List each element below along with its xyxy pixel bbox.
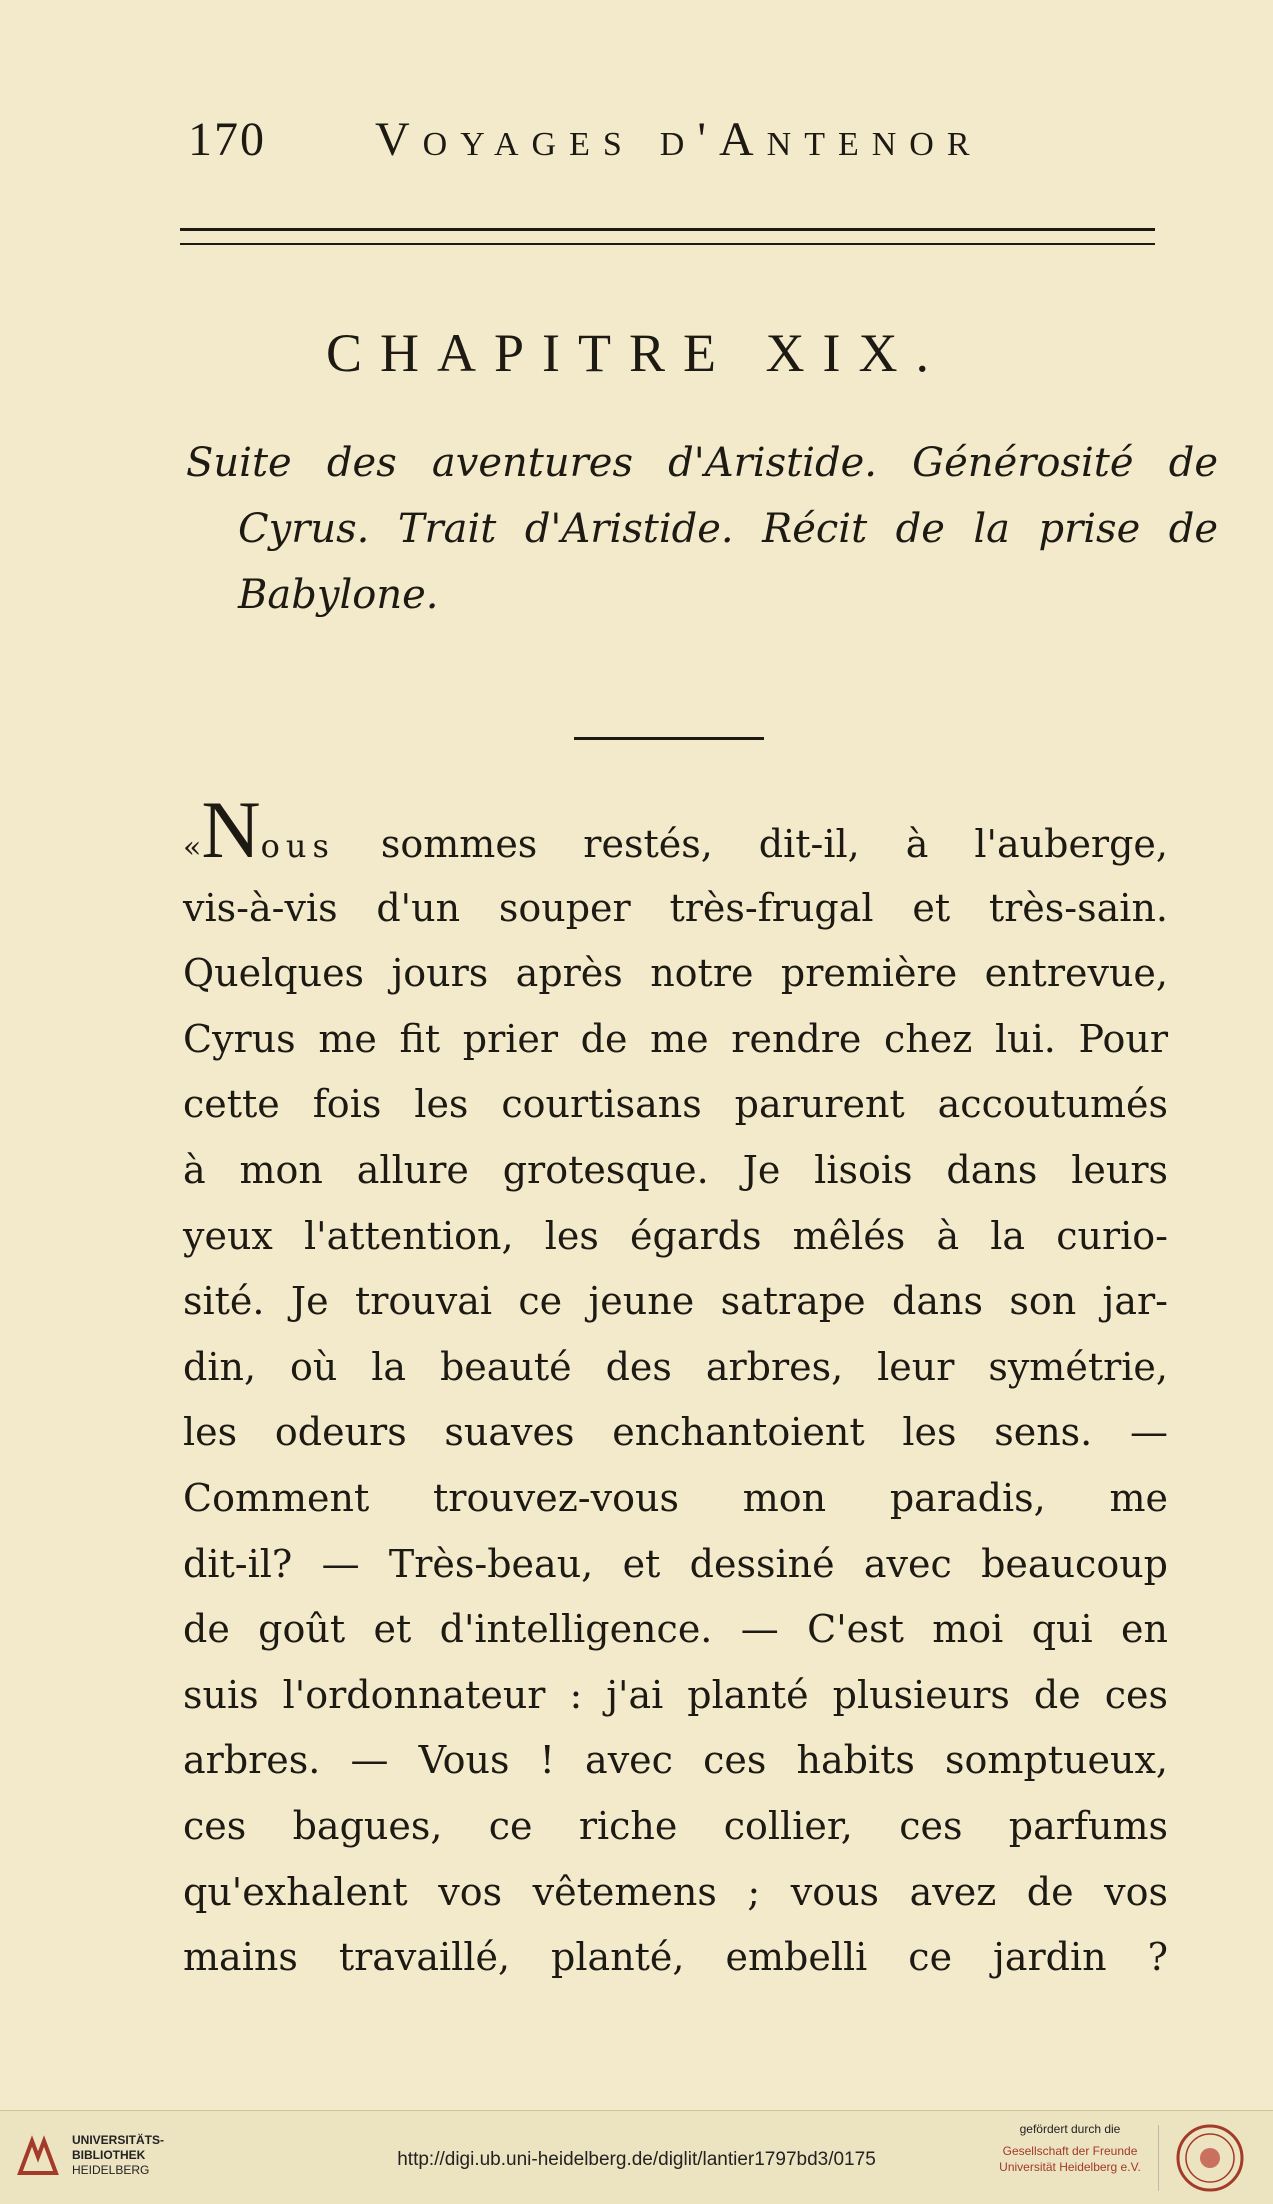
- page-number: 170: [188, 113, 266, 166]
- running-head: [0, 112, 1273, 172]
- first-word-rest: ous: [260, 827, 335, 865]
- body-line: din, où la beauté des arbres, leur symétrie,: [183, 1344, 1168, 1389]
- section-rule: [574, 737, 764, 740]
- sponsor-label: gefördert durch die: [1019, 2122, 1121, 2136]
- body-line: suis l'ordonnateur : j'ai planté plusieurs de ces: [183, 1672, 1168, 1717]
- body-line: sité. Je trouvai ce jeune satrape dans son jar-: [183, 1279, 1168, 1324]
- body-line-first: [183, 784, 1168, 876]
- body-line: yeux l'attention, les égards mêlés à la curio-: [183, 1213, 1168, 1258]
- body-line-text: sommes restés, dit-il, à l'auberge,: [380, 822, 1168, 866]
- body-line: dit-il? — Très-beau, et dessiné avec beaucoup: [183, 1541, 1168, 1586]
- library-name-line: HEIDELBERG: [72, 2163, 150, 2177]
- sponsor-name-line: Universität Heidelberg e.V.: [999, 2160, 1141, 2174]
- body-line: Cyrus me fit prier de me rendre chez lui. Pour: [183, 1016, 1168, 1061]
- permalink-url[interactable]: http://digi.ub.uni-heidelberg.de/diglit/lantier1797bd3/0175: [397, 2149, 876, 2170]
- body-line: Comment trouvez-vous mon paradis, me: [183, 1475, 1168, 1520]
- header-double-rule: [180, 228, 1155, 245]
- chapter-heading: CHAPITRE XIX.: [326, 323, 947, 383]
- footer-divider: [1158, 2125, 1159, 2191]
- opening-quote: «: [183, 830, 202, 865]
- body-line: les odeurs suaves enchantoient les sens. —: [183, 1410, 1168, 1455]
- body-line: vis-à-vis d'un souper très-frugal et très-sain.: [183, 885, 1168, 930]
- library-name-line: UNIVERSITÄTS-: [72, 2133, 165, 2147]
- sponsor-block: [990, 2121, 1150, 2175]
- chapter-summary: Suite des aventures d'Aristide. Générosité de Cyrus. Trait d'Aristide. Récit de la prise de Babylone.: [186, 440, 1218, 618]
- body-line: qu'exhalent vos vêtemens ; vous avez de vos: [183, 1869, 1168, 1914]
- body-line: cette fois les courtisans parurent accoutumés: [183, 1082, 1168, 1127]
- university-seal-icon: [1175, 2123, 1245, 2193]
- drop-initial: N: [201, 784, 261, 875]
- body-text: [183, 784, 1168, 1991]
- running-title: Voyages d'Antenor: [375, 113, 983, 166]
- body-line: de goût et d'intelligence. — C'est moi qui en: [183, 1607, 1168, 1652]
- library-name-line: BIBLIOTHEK: [72, 2148, 146, 2162]
- body-line: arbres. — Vous ! avec ces habits somptueux,: [183, 1738, 1168, 1783]
- sponsor-name-line: Gesellschaft der Freunde: [1002, 2144, 1138, 2158]
- body-line: Quelques jours après notre première entrevue,: [183, 951, 1168, 996]
- body-line: mains travaillé, planté, embelli ce jardin ?: [183, 1935, 1168, 1980]
- viewer-footer: [0, 2110, 1273, 2204]
- body-line: ces bagues, ce riche collier, ces parfums: [183, 1803, 1168, 1848]
- body-line: à mon allure grotesque. Je lisois dans leurs: [183, 1147, 1168, 1192]
